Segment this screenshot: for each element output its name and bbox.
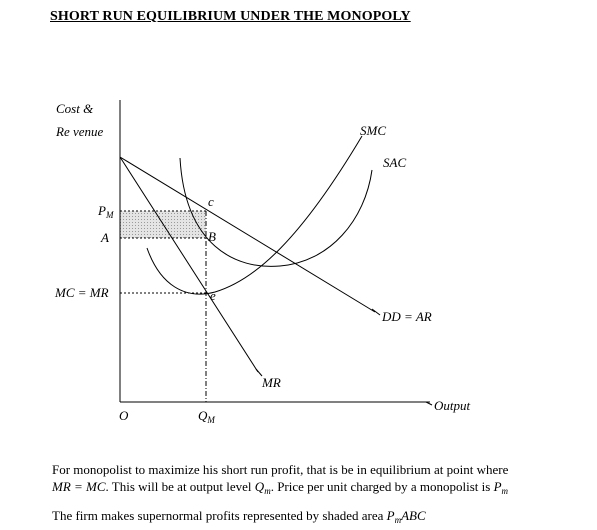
mcmr-label: MC = MR xyxy=(55,285,109,300)
smc-label: SMC xyxy=(360,123,386,138)
mr-mc-equation: MR = MC xyxy=(52,479,106,494)
dd-label-leader xyxy=(372,309,380,315)
pm-symbol: P xyxy=(493,479,502,494)
explanation-line-1: For monopolist to maximize his short run profit, that is be in equilibrium at point where xyxy=(52,462,509,477)
a-label: A xyxy=(101,230,109,245)
dd-ar-label: DD = AR xyxy=(382,309,432,324)
sac-curve xyxy=(180,158,372,266)
mr-label: MR xyxy=(262,375,281,390)
qm-symbol: Q xyxy=(254,479,265,494)
point-c-label: c xyxy=(208,194,214,209)
explanation-line-3 xyxy=(52,508,426,524)
profit-text: The firm makes supernormal profits represented by shaded area xyxy=(52,508,387,523)
point-e-label: e xyxy=(210,288,216,303)
y-axis-label-line2: Re venue xyxy=(56,124,104,139)
mr-line xyxy=(120,157,258,372)
qm-label: $Q_M$ xyxy=(198,408,215,425)
area-p-symbol: P xyxy=(386,508,395,523)
explanation-line-2 xyxy=(52,479,508,495)
point-b-label: B xyxy=(208,229,216,244)
pm-label: $P_M$ xyxy=(98,203,114,220)
y-axis-label-line1: Cost & xyxy=(56,101,94,116)
page-title: SHORT RUN EQUILIBRIUM UNDER THE MONOPOLY xyxy=(50,9,411,24)
pm-subscript: m xyxy=(501,486,509,496)
area-abc-symbol: ABC xyxy=(401,508,426,523)
output-level-text: . This will be at output level xyxy=(105,479,255,494)
origin-label: O xyxy=(119,408,129,423)
qm-subscript: m xyxy=(264,486,271,496)
price-text: . Price per unit charged by a monopolist is xyxy=(270,479,494,494)
output-label: Output xyxy=(434,398,471,413)
sac-label: SAC xyxy=(383,155,407,170)
area-p-subscript: m xyxy=(394,515,402,525)
